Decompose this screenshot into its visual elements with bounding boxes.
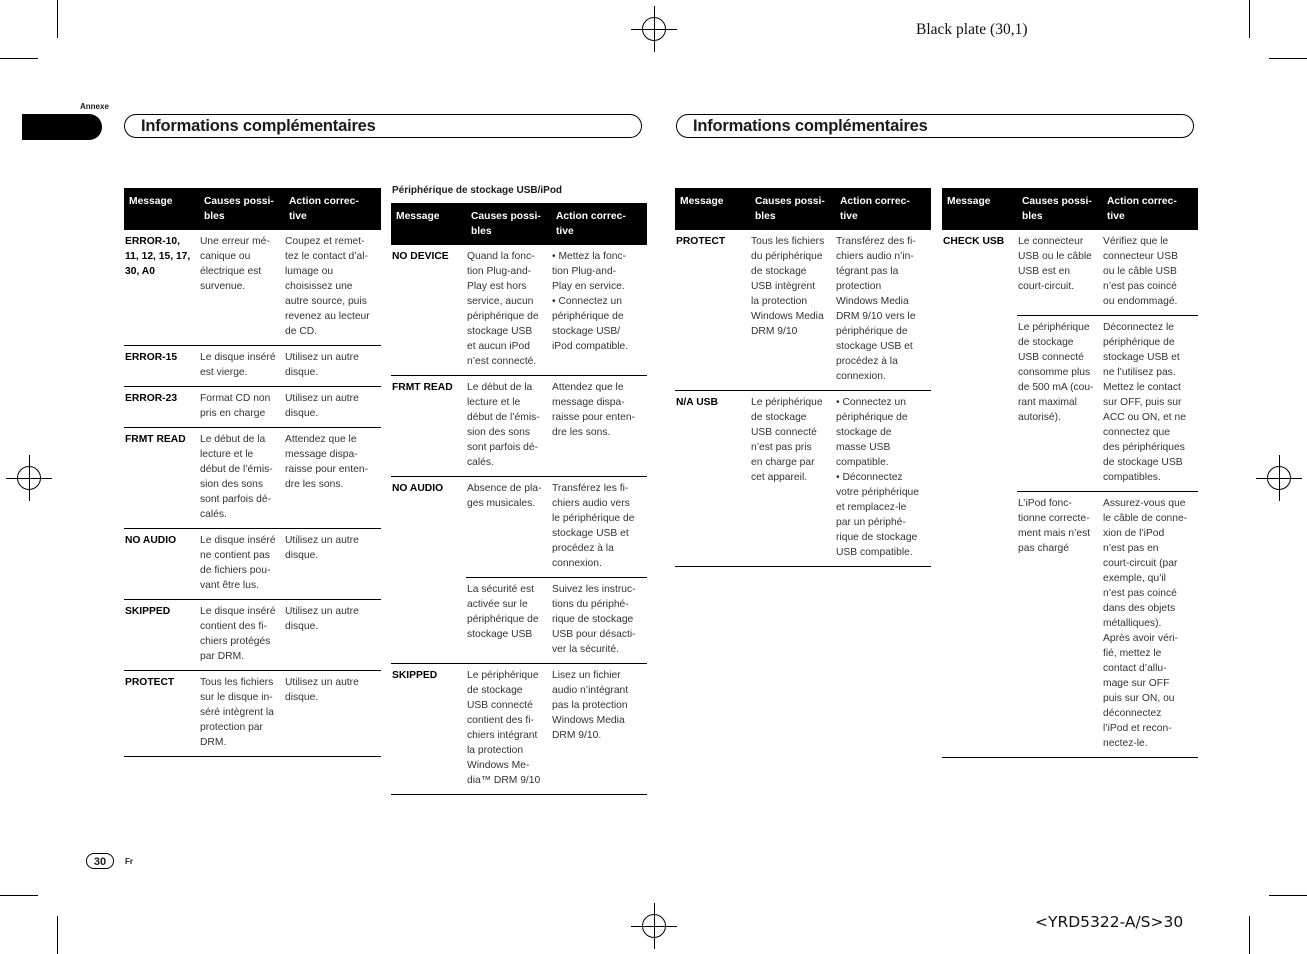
language-code: Fr <box>125 857 133 866</box>
cause-cell: Absence de pla- ges musicales. <box>466 477 551 578</box>
registration-mark-bottom <box>642 914 666 938</box>
action-cell: Transférez des fi- chiers audio n’in- tégrant pas la protection Windows Media DRM 9/10 vers le périphérique de stockage USB et procédez à la connexion. <box>836 236 916 382</box>
plate-label: Black plate (30,1) <box>916 21 1028 38</box>
cause-cell: La sécurité est activée sur le périphérique de stockage USB <box>466 578 551 664</box>
action-cell: Vérifiez que le connecteur USB ou le câble USB n’est pas coincé ou endommagé. <box>1103 236 1178 307</box>
message-cell: ERROR-23 <box>124 387 199 428</box>
action-cell: • Mettez la fonc- tion Plug-and- Play en service. • Connectez un périphérique de stockage USB/ iPod compatible. <box>552 251 629 352</box>
message-cell: SKIPPED <box>124 600 199 671</box>
message-cell: PROTECT <box>124 671 199 757</box>
table-row <box>942 492 1198 758</box>
cause-cell: Quand la fonc- tion Plug-and- Play est hors service, aucun périphérique de stockage USB et aucun iPod n’est connecté. <box>467 251 539 367</box>
crop-mark <box>0 895 38 896</box>
action-cell: Utilisez un autre disque. <box>284 387 381 428</box>
col-action: Action correc- tive <box>1102 188 1198 230</box>
table-row <box>124 600 381 671</box>
action-cell: Utilisez un autre disque. <box>284 600 381 671</box>
action-cell: Déconnectez le périphérique de stockage USB et ne l’utilisez pas. Mettez le contact sur OFF, puis sur ACC ou ON, et ne connectez que des périphériques de stockage USB compatibles. <box>1102 316 1198 492</box>
action-cell: Utilisez un autre disque. <box>284 671 381 757</box>
crop-mark <box>57 916 58 954</box>
message-cell: FRMT READ <box>124 428 199 529</box>
usb-error-table-2 <box>675 188 931 567</box>
action-cell: Suivez les instruc- tions du périphé- rique de stockage USB pour désacti- ver la sécurité. <box>551 578 647 664</box>
table-row <box>124 428 381 529</box>
message-cell: NO AUDIO <box>391 477 466 578</box>
registration-mark-left <box>17 466 41 490</box>
table-row <box>391 245 647 376</box>
crop-mark <box>1249 916 1250 954</box>
usb-error-table-1 <box>391 203 647 795</box>
section-title-right: Informations complémentaires <box>693 117 928 135</box>
action-cell: Assurez-vous que le câble de conne- xion de l’iPod n’est pas en court-circuit (par exemple, qu’il n’est pas coincé dans des objets métalliques). Après avoir véri- fié, mettez le contact d’allu- mage sur OFF puis sur ON, ou déconnectez l’iPod et recon- nectez-le. <box>1102 492 1198 758</box>
col-message: Message <box>391 203 466 245</box>
crop-mark <box>1269 895 1307 896</box>
page-number: 30 <box>86 853 114 869</box>
table-row <box>124 387 381 428</box>
message-cell <box>942 316 1017 492</box>
message-cell <box>942 492 1017 758</box>
action-cell: Utilisez un autre disque. <box>284 529 381 600</box>
cause-cell: Le disque inséré ne contient pas de fichiers pou- vant être lus. <box>199 529 284 600</box>
cause-cell: Le connecteur USB ou le câble USB est en court-circuit. <box>1018 236 1092 292</box>
usb-error-table-3 <box>942 188 1198 758</box>
usb-subtitle: Périphérique de stockage USB/iPod <box>392 185 563 196</box>
section-title-left: Informations complémentaires <box>141 117 376 135</box>
message-cell: NO DEVICE <box>392 251 449 262</box>
crop-mark <box>57 0 58 38</box>
registration-mark-top <box>642 17 666 41</box>
action-cell: Coupez et remet- tez le contact d’al- lumage ou choisissez une autre source, puis revenez au lecteur de CD. <box>285 236 370 337</box>
table-row <box>391 664 647 795</box>
table-row <box>124 529 381 600</box>
section-header-left <box>124 114 642 138</box>
col-message: Message <box>942 188 1017 230</box>
action-cell: Attendez que le message dispa- raisse pour enten- dre les sons. <box>284 428 381 529</box>
cause-cell: L’iPod fonc- tionne correcte- ment mais n’est pas chargé <box>1017 492 1102 758</box>
crop-mark <box>1269 58 1307 59</box>
col-action: Action correc- tive <box>835 188 931 230</box>
section-header-right <box>676 114 1194 138</box>
message-cell: ERROR-15 <box>124 346 199 387</box>
table-row <box>124 346 381 387</box>
cause-cell: Le début de la lecture et le début de l’émis- sion des sons sont parfois dé- calés. <box>199 428 284 529</box>
action-cell: Lisez un fichier audio n’intégrant pas la protection Windows Media DRM 9/10. <box>551 664 647 795</box>
col-causes: Causes possi- bles <box>466 203 551 245</box>
cause-cell: Le début de la lecture et le début de l’émis- sion des sons sont parfois dé- calés. <box>466 376 551 477</box>
message-cell: PROTECT <box>676 236 726 247</box>
cause-cell: Une erreur mé- canique ou électrique est survenue. <box>200 236 270 292</box>
registration-mark-right <box>1267 466 1291 490</box>
crop-mark <box>0 58 38 59</box>
message-cell: FRMT READ <box>391 376 466 477</box>
col-causes: Causes possi- bles <box>750 188 835 230</box>
action-cell: • Connectez un périphérique de stockage de masse USB compatible. • Déconnectez votre périphérique et remplacez-le par un périphé- rique de stockage USB compatible. <box>835 391 931 567</box>
table-row <box>124 671 381 757</box>
message-cell: SKIPPED <box>391 664 466 795</box>
cause-cell: Tous les fichiers sur le disque in- séré intègrent la protection par DRM. <box>199 671 284 757</box>
table-row <box>124 230 381 346</box>
col-causes: Causes possi- bles <box>1017 188 1102 230</box>
job-code: <YRD5322-A/S>30 <box>1035 913 1184 931</box>
cause-cell: Le périphérique de stockage USB connecté consomme plus de 500 mA (cou- rant maximal autorisé). <box>1017 316 1102 492</box>
message-cell: CHECK USB <box>943 236 1005 247</box>
col-action: Action correc- tive <box>551 203 647 245</box>
annexe-label: Annexe <box>80 102 109 111</box>
col-causes: Causes possi- bles <box>199 188 284 230</box>
cause-cell: Format CD non pris en charge <box>199 387 284 428</box>
table-row <box>391 477 647 578</box>
cause-cell: Le périphérique de stockage USB connecté n’est pas pris en charge par cet appareil. <box>750 391 835 567</box>
message-cell <box>391 578 466 664</box>
message-cell: NO AUDIO <box>124 529 199 600</box>
table-row <box>675 230 931 391</box>
action-cell: Attendez que le message dispa- raisse pour enten- dre les sons. <box>551 376 647 477</box>
action-cell: Utilisez un autre disque. <box>284 346 381 387</box>
table-row <box>942 230 1198 316</box>
cause-cell: Le périphérique de stockage USB connecté contient des fi- chiers intégrant la protection Windows Me- dia™ DRM 9/10 <box>466 664 551 795</box>
col-action: Action correc- tive <box>284 188 381 230</box>
table-row <box>675 391 931 567</box>
table-row <box>391 578 647 664</box>
message-cell: N/A USB <box>675 391 750 567</box>
table-row <box>391 376 647 477</box>
col-message: Message <box>675 188 750 230</box>
col-message: Message <box>124 188 199 230</box>
cause-cell: Tous les fichiers du périphérique de stockage USB intègrent la protection Windows Media DRM 9/10 <box>751 236 825 337</box>
action-cell: Transférez les fi- chiers audio vers le périphérique de stockage USB et procédez à la connexion. <box>551 477 647 578</box>
table-row <box>942 316 1198 492</box>
message-cell: ERROR-10, 11, 12, 15, 17, 30, A0 <box>125 236 191 277</box>
crop-mark <box>1249 0 1250 38</box>
cd-error-table <box>124 188 381 757</box>
cause-cell: Le disque inséré contient des fi- chiers protégés par DRM. <box>199 600 284 671</box>
cause-cell: Le disque inséré est vierge. <box>199 346 284 387</box>
chapter-tab <box>22 114 102 140</box>
